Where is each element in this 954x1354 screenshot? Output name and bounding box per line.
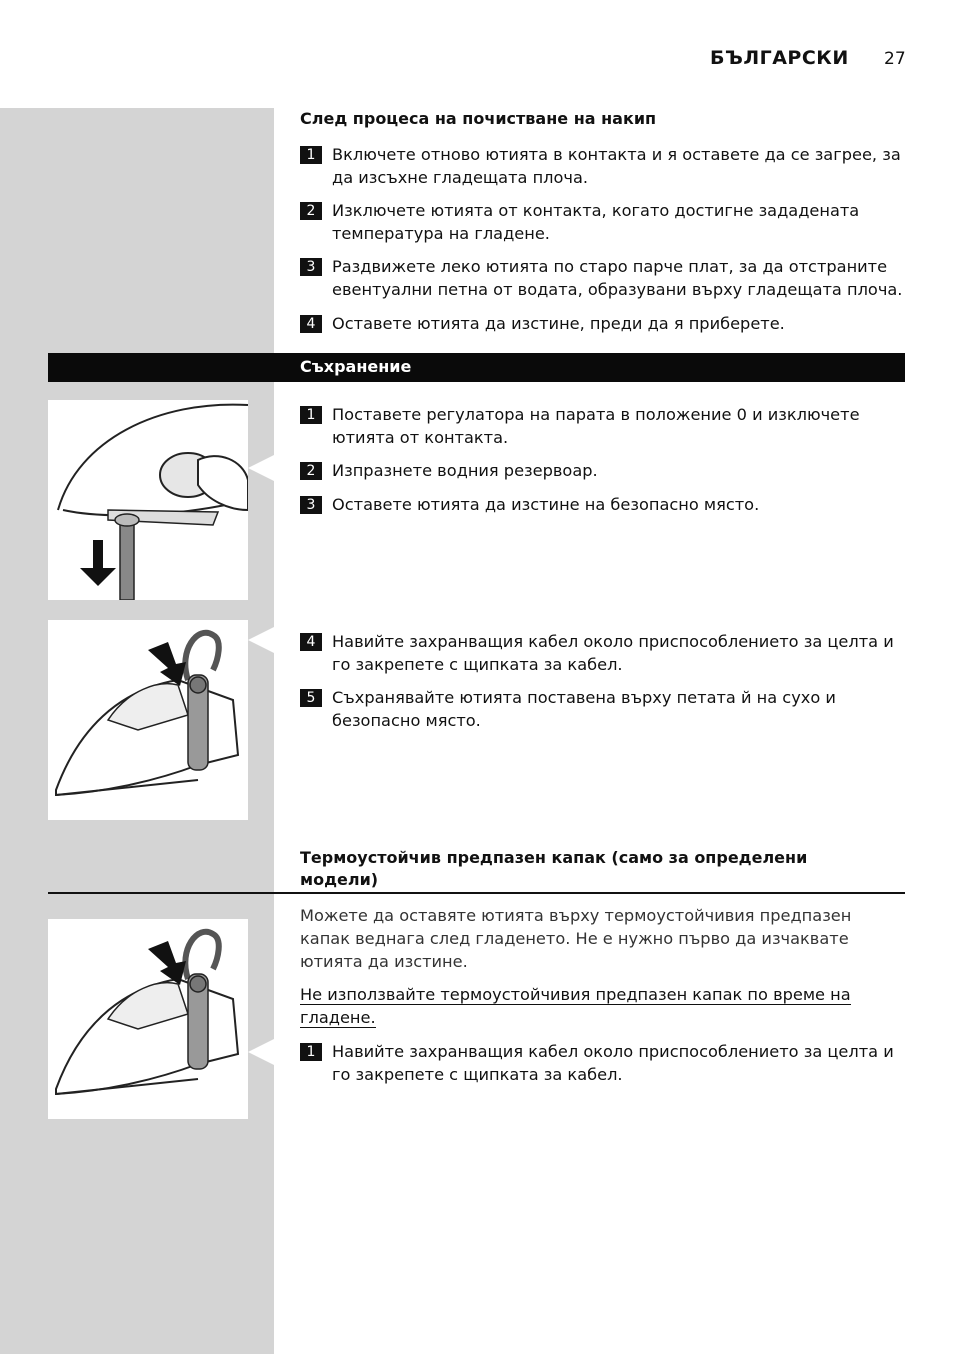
warning-text: Не използвайте термоустойчивия предпазен капак по време на гладене. — [300, 985, 851, 1027]
heat-cover-step-1 — [300, 1040, 910, 1086]
step-number: 1 — [300, 1043, 322, 1061]
step-number: 4 — [300, 633, 322, 651]
descaling-step-1 — [300, 143, 910, 189]
descaling-step-3 — [300, 255, 910, 301]
storage-step-4 — [300, 630, 910, 676]
step-text: Включете отново ютията в контакта и я оставете да се загрее, за да изсъхне гладещата плоча. — [332, 145, 901, 187]
heat-cover-warning — [300, 983, 860, 1029]
step-text: Изпразнете водния резервоар. — [332, 461, 598, 480]
storage-step-2 — [300, 459, 910, 482]
step-number: 1 — [300, 406, 322, 424]
heat-cover-intro: Можете да оставяте ютията върху термоустойчивия предпазен капак веднага след гладенето. Не е нужно първо да изчаквате ютията да изстине. — [300, 906, 852, 971]
heat-cover-illustration — [48, 919, 248, 1119]
storage-step-3 — [300, 493, 910, 516]
step-text: Раздвижете леко ютията по старо парче плат, за да отстраните евентуални петна от водата, образувани върху гладещата плоча. — [332, 257, 903, 299]
step-text: Поставете регулатора на парата в положение 0 и изключете ютията от контакта. — [332, 405, 860, 447]
step-number: 1 — [300, 146, 322, 164]
storage-title: Съхранение — [300, 357, 412, 376]
step-text: Оставете ютията да изстине, преди да я приберете. — [332, 314, 785, 333]
step-number: 5 — [300, 689, 322, 707]
step-number: 2 — [300, 202, 322, 220]
step-text: Оставете ютията да изстине на безопасно място. — [332, 495, 760, 514]
heat-cover-title: Термоустойчив предпазен капак (само за определени модели) — [300, 848, 808, 889]
illustration-pointer — [248, 627, 274, 653]
storage-section-bar — [48, 353, 905, 382]
storage-step-1 — [300, 403, 910, 449]
cord-wrap-illustration — [48, 620, 248, 820]
page-number: 27 — [884, 49, 906, 69]
step-number: 2 — [300, 462, 322, 480]
illustration-pointer — [248, 1039, 274, 1065]
step-number: 3 — [300, 496, 322, 514]
descaling-after-title: След процеса на почистване на накип — [300, 109, 657, 128]
step-text: Навийте захранващия кабел около приспособлението за целта и го закрепете с щипката за кабел. — [332, 1042, 894, 1084]
descaling-step-4 — [300, 312, 910, 335]
step-number: 3 — [300, 258, 322, 276]
illustration-pointer — [248, 455, 274, 481]
unplug-iron-illustration — [48, 400, 248, 600]
storage-step-5 — [300, 686, 910, 732]
section-rule — [48, 892, 905, 894]
step-text: Навийте захранващия кабел около приспособлението за целта и го закрепете с щипката за кабел. — [332, 632, 894, 674]
step-text: Съхранявайте ютията поставена върху петата й на сухо и безопасно място. — [332, 688, 836, 730]
step-text: Изключете ютията от контакта, когато достигне зададената температура на гладене. — [332, 201, 860, 243]
language-heading: БЪЛГАРСКИ — [710, 47, 849, 69]
descaling-step-2 — [300, 199, 910, 245]
step-number: 4 — [300, 315, 322, 333]
